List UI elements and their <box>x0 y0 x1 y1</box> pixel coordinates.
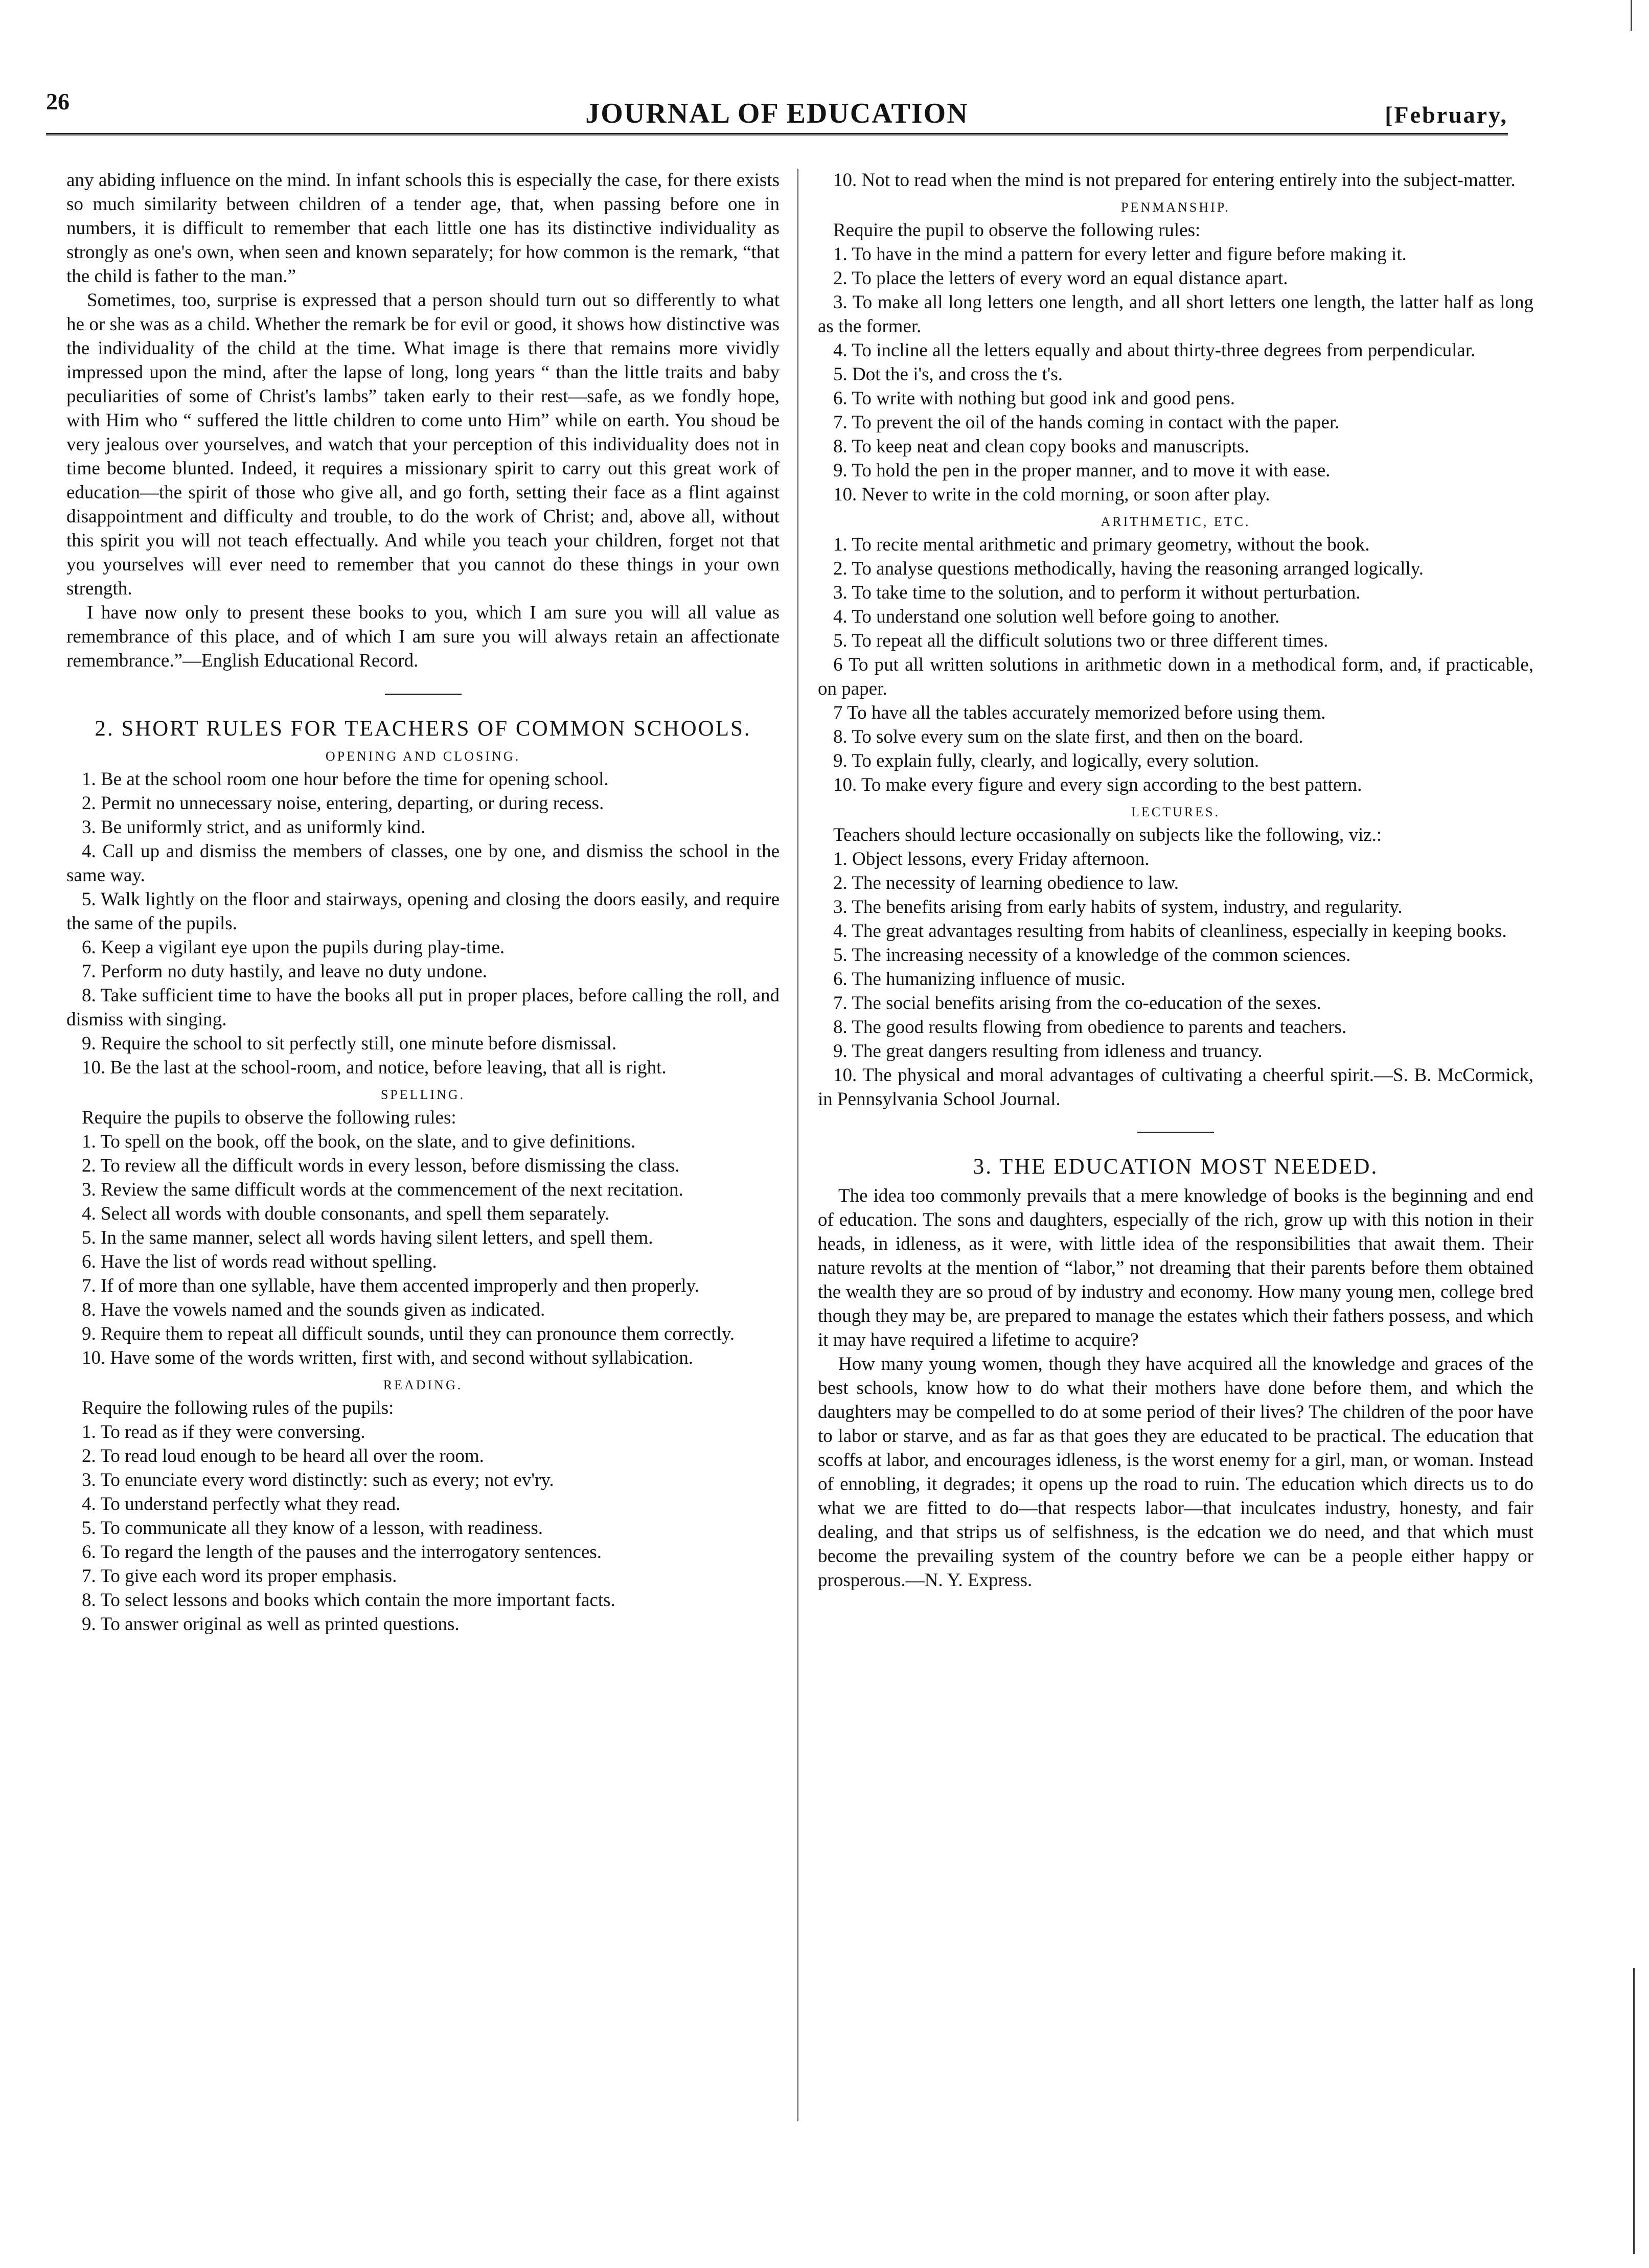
list-item: 7. Perform no duty hastily, and leave no duty undone. <box>82 961 487 982</box>
arithmetic-rules-list <box>818 533 1533 797</box>
list-item: 5. To repeat all the difficult solutions two or three different times. <box>833 630 1329 651</box>
subheading-lectures: LECTURES. <box>1131 804 1220 819</box>
scan-edge-mark <box>1633 1968 1635 2254</box>
list-item: 3. To take time to the solution, and to perform it without perturbation. <box>833 582 1361 603</box>
subheading-arithmetic: ARITHMETIC, ETC. <box>1101 514 1251 529</box>
penmanship-intro: Require the pupil to observe the following rules: <box>833 220 1201 241</box>
list-item: 3. To enunciate every word distinctly: such as every; not ev'ry. <box>82 1469 554 1491</box>
continued-paragraph: I have now only to present these books to you, which I am sure you will all value as remembrance of this place, and of which I am sure you will always retain an affectionate remembrance.”—English Educational Record. <box>66 602 780 671</box>
list-item: 9. To hold the pen in the proper manner, and to move it with ease. <box>833 460 1331 481</box>
list-item: 5. To communicate all they know of a lesson, with readiness. <box>82 1517 543 1539</box>
article-paragraph: The idea too commonly prevails that a mere knowledge of books is the beginning and end of education. The sons and daughters, especially of the rich, grow up with this notion in their heads, in idleness, as it were, with little idea of the responsibilities that await them. Their nature revolts at the mention of “labor,” not dreaming that their parents before them obtained the wealth they are so proud of by industry and economy. How many young men, college bred though they may be, are prepared to manage the estates which their fathers possess, and which it may have required a lifetime to acquire? <box>818 1185 1533 1350</box>
list-item: 1. To read as if they were conversing. <box>82 1421 365 1442</box>
list-item: 8. To select lessons and books which contain the more important facts. <box>82 1589 615 1611</box>
list-item: 3. Review the same difficult words at the commencement of the next recitation. <box>82 1179 683 1201</box>
list-item: 7. The social benefits arising from the co-education of the sexes. <box>833 992 1321 1014</box>
opening-rules-list <box>66 768 780 1080</box>
list-item: 7. To give each word its proper emphasis. <box>82 1565 397 1587</box>
list-item: 6. To regard the length of the pauses and the interrogatory sentences. <box>82 1541 602 1563</box>
continued-paragraph: any abiding influence on the mind. In infant schools this is especially the case, for there exists so much similarity between children of a tender age, that, when passing before one in numbers, it is difficult to remember that each little one has its distinctive individuality as strongly as one's own, when seen and known separately; for how common is the remark, “that the child is father to the man.” <box>66 170 780 287</box>
penmanship-rules-list <box>818 243 1533 507</box>
list-item: 5. Dot the i's, and cross the t's. <box>833 363 1063 385</box>
list-item: 8. Have the vowels named and the sounds given as indicated. <box>82 1299 545 1320</box>
list-item: 9. The great dangers resulting from idleness and truancy. <box>833 1040 1263 1062</box>
section-divider <box>385 694 462 695</box>
issue-month: [February, <box>1385 102 1508 128</box>
left-column <box>66 169 780 1637</box>
section-title: 3. THE EDUCATION MOST NEEDED. <box>973 1155 1379 1179</box>
list-item: 5. The increasing necessity of a knowledge of the common sciences. <box>833 944 1351 966</box>
article-paragraph: How many young women, though they have acquired all the knowledge and graces of the best schools, know how to do what their mothers have done before them, and which the daughters may be compelled to do at some period of their lives? The children of the poor have to labor or starve, and as far as that goes they are educated to be practical. The education that scoffs at labor, and encourages idleness, is the worst enemy for a girl, man, or woman. Instead of ennobling, it degrades; it opens up the road to ruin. The education which directs us to do what we are fitted to do—that respects labor—that inculcates industry, honesty, and fair dealing, and that strips us of selfishness, is the edcation we do need, and that which must become the prevailing system of the country before we can be a people either happy or prosperous.—N. Y. Express. <box>818 1353 1533 1591</box>
list-item: 10. Be the last at the school-room, and notice, before leaving, that all is right. <box>82 1057 667 1079</box>
list-item: 6 To put all written solutions in arithmetic down in a methodical form, and, if practicable, on paper. <box>818 654 1533 699</box>
list-item: 1. To spell on the book, off the book, on the slate, and to give definitions. <box>82 1131 636 1153</box>
subheading-reading: READING. <box>383 1377 463 1392</box>
list-item: 7. If of more than one syllable, have them accented improperly and then properly. <box>82 1275 699 1296</box>
page-header <box>46 77 1508 135</box>
list-item: 4. Call up and dismiss the members of classes, one by one, and dismiss the school in the same way. <box>66 841 780 886</box>
list-item: 9. To answer original as well as printed questions. <box>82 1613 460 1635</box>
list-item: 4. Select all words with double consonants, and spell them separately. <box>82 1203 610 1225</box>
scan-edge-mark-top <box>1631 0 1632 31</box>
list-item: 6. Keep a vigilant eye upon the pupils during play-time. <box>82 937 505 958</box>
list-item: 6. Have the list of words read without spelling. <box>82 1251 437 1272</box>
list-item: 3. To make all long letters one length, and all short letters one length, the latter half as long as the former. <box>818 291 1533 337</box>
list-item: 5. Walk lightly on the floor and stairways, opening and closing the doors easily, and require the same of the pupils. <box>66 889 780 934</box>
list-item: 2. Permit no unnecessary noise, entering, departing, or during recess. <box>82 793 604 814</box>
section-divider <box>1137 1132 1214 1133</box>
lectures-list <box>818 847 1533 1112</box>
lectures-intro: Teachers should lecture occasionally on subjects like the following, viz.: <box>833 824 1382 845</box>
subheading-opening: OPENING AND CLOSING. <box>325 749 521 764</box>
list-item: 10. Have some of the words written, first with, and second without syllabication. <box>82 1347 694 1368</box>
reading-rules-list <box>66 1421 780 1637</box>
list-item: 10. To make every figure and every sign according to the best pattern. <box>833 774 1362 795</box>
list-item: 10. Never to write in the cold morning, or soon after play. <box>833 484 1270 505</box>
list-item: 2. To analyse questions methodically, having the reasoning arranged logically. <box>833 558 1424 579</box>
list-item: 9. Require the school to sit perfectly still, one minute before dismissal. <box>82 1033 617 1055</box>
page-number: 26 <box>46 88 70 114</box>
list-item: 8. To keep neat and clean copy books and manuscripts. <box>833 436 1249 457</box>
list-item: 3. The benefits arising from early habits of system, industry, and regularity. <box>833 896 1403 918</box>
right-column <box>818 169 1533 1593</box>
list-item: 2. To place the letters of every word an equal distance apart. <box>833 267 1288 289</box>
list-item: 2. To read loud enough to be heard all over the room. <box>82 1445 484 1467</box>
spelling-intro: Require the pupils to observe the following rules: <box>82 1107 456 1129</box>
list-item: 3. Be uniformly strict, and as uniformly kind. <box>82 817 426 838</box>
list-item: 7. To prevent the oil of the hands coming in contact with the paper. <box>833 411 1340 433</box>
list-item: 8. Take sufficient time to have the books all put in proper places, before calling the roll, and dismiss with singing. <box>66 985 780 1030</box>
list-item: 1. To have in the mind a pattern for every letter and figure before making it. <box>833 243 1407 265</box>
list-item: 2. To review all the difficult words in every lesson, before dismissing the class. <box>82 1155 680 1177</box>
column-divider <box>797 169 798 2121</box>
list-item: 7 To have all the tables accurately memorized before using them. <box>833 702 1326 723</box>
list-item: 4. To understand perfectly what they read. <box>82 1493 401 1515</box>
list-item: 9. To explain fully, clearly, and logically, every solution. <box>833 750 1259 771</box>
section-title: 2. SHORT RULES FOR TEACHERS OF COMMON SCHOOLS. <box>95 716 751 741</box>
list-item: 8. To solve every sum on the slate first, and then on the board. <box>833 726 1303 747</box>
list-item: 1. Be at the school room one hour before the time for opening school. <box>82 769 609 790</box>
spelling-rules-list <box>66 1130 780 1370</box>
list-item: 1. To recite mental arithmetic and primary geometry, without the book. <box>833 534 1370 555</box>
list-item: 5. In the same manner, select all words having silent letters, and spell them. <box>82 1227 653 1249</box>
list-item: 4. To understand one solution well before going to another. <box>833 606 1280 627</box>
journal-title: JOURNAL OF EDUCATION <box>585 98 969 129</box>
list-item: 6. The humanizing influence of music. <box>833 968 1126 990</box>
subheading-penmanship: PENMANSHIP. <box>1121 199 1230 215</box>
list-item: 1. Object lessons, every Friday afternoon. <box>833 848 1150 869</box>
reading-intro: Require the following rules of the pupils: <box>82 1397 394 1418</box>
list-item: 9. Require them to repeat all difficult sounds, until they can pronounce them correctly. <box>82 1323 735 1344</box>
list-item: 10. The physical and moral advantages of cultivating a cheerful spirit.—S. B. McCormick, in Pennsylvania School Journal. <box>818 1064 1533 1110</box>
list-item: 10. Not to read when the mind is not prepared for entering entirely into the subject-matter. <box>833 170 1516 191</box>
continued-paragraph: Sometimes, too, surprise is expressed that a person should turn out so differently to what he or she was as a child. Whether the remark be for evil or good, it shows how distinctive was the individuality of the child at the time. What image is there that remains more vividly impressed upon the mind, after the lapse of long, long years “ than the little traits and baby peculiarities of some of Christ's lambs” taken early to their rest—safe, as we fondly hope, with Him who “ suffered the little children to come unto Him” while on earth. You shoud be very jealous over yourselves, and watch that your perception of this individuality does not in time become blunted. Indeed, it requires a missionary spirit to carry out this great work of education—the spirit of those who give all, and go forth, setting their face as a flint against disappointment and difficulty and trouble, to do the work of Christ; and, above all, without this spirit you will not teach effectually. And while you teach your children, forget not that you yourselves will ever need to remember that you cannot do these things in your own strength. <box>66 289 780 599</box>
list-item: 4. The great advantages resulting from habits of cleanliness, especially in keeping books. <box>833 920 1507 942</box>
list-item: 6. To write with nothing but good ink and good pens. <box>833 387 1235 409</box>
subheading-spelling: SPELLING. <box>380 1087 466 1103</box>
list-item: 8. The good results flowing from obedience to parents and teachers. <box>833 1016 1347 1038</box>
list-item: 4. To incline all the letters equally and about thirty-three degrees from perpendicular. <box>833 339 1476 361</box>
list-item: 2. The necessity of learning obedience to law. <box>833 872 1179 894</box>
